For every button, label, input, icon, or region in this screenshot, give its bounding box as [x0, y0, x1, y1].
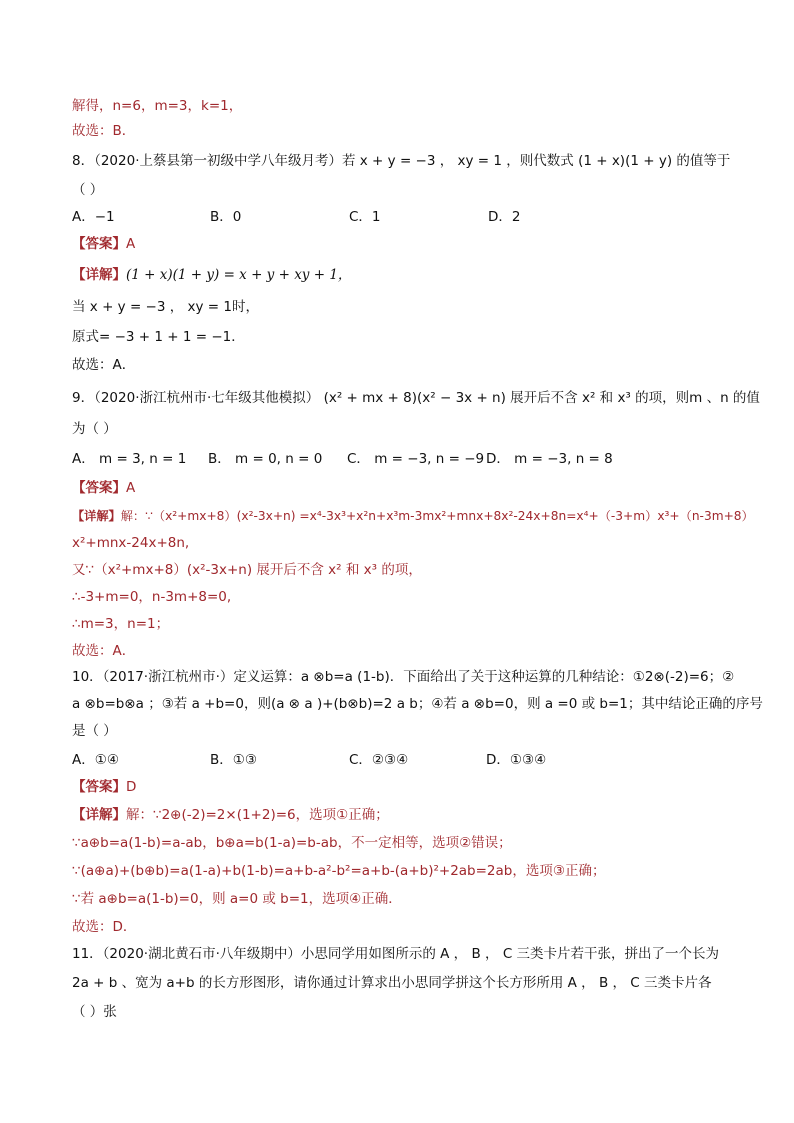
q10-detail-line: ∵a⊕b=a(1-b)=a-ab，b⊕a=b(1-a)=b-ab，不一定相等，选项②错误； [72, 835, 512, 851]
q8-answer [72, 234, 135, 254]
detail-text: 解：∵2⊕(-2)=2×(1+2)=6，选项①正确； [126, 807, 389, 823]
answer-value: A [126, 480, 136, 496]
detail-label: 【详解】 [72, 807, 126, 823]
q8-option-c: C．1 [349, 209, 381, 225]
q10-detail [72, 805, 389, 825]
q9-detail [72, 506, 754, 526]
detail-label: 【详解】 [72, 509, 121, 523]
q10-option-d: D．①③④ [486, 752, 547, 768]
q10-answer [72, 777, 136, 797]
q9-option-d: D． m = −3, n = 8 [486, 451, 613, 467]
q8-detail-line: 原式= −3 + 1 + 1 = −1． [72, 329, 245, 345]
q9-detail-line: 又∵（x²+mx+8）(x²-3x+n) 展开后不含 x² 和 x³ 的项， [72, 562, 422, 578]
question-8-stem-cont: （ ） [72, 182, 104, 198]
detail-text: (1 + x)(1 + y) = x + y + xy + 1， [126, 267, 352, 283]
q9-detail-line: 故选：A． [72, 643, 136, 659]
q9-option-a: A． m = 3, n = 1 [72, 451, 187, 467]
q9-option-c: C． m = −3, n = −9 [347, 451, 485, 467]
q8-option-b: B．0 [210, 209, 242, 225]
question-8-stem: 8．（2020·上蔡县第一初级中学八年级月考）若 x + y = −3 ， xy = 1 ，则代数式 (1 + x)(1 + y) 的值等于 [72, 153, 731, 169]
solution-line: 解得，n=6，m=3，k=1， [72, 98, 243, 114]
q9-detail-line: ∴-3+m=0，n-3m+8=0, [72, 589, 232, 605]
q10-detail-line: ∵若 a⊕b=a(1-b)=0，则 a=0 或 b=1，选项④正确． [72, 891, 402, 907]
answer-label: 【答案】 [72, 236, 126, 252]
q9-option-b: B． m = 0, n = 0 [208, 451, 323, 467]
q10-detail-line: ∵(a⊕a)+(b⊕b)=a(1-a)+b(1-b)=a+b-a²-b²=a+b-(a+b)²+2ab=2ab，选项③正确； [72, 863, 606, 879]
q10-detail-line: 故选：D． [72, 919, 137, 935]
answer-label: 【答案】 [72, 779, 126, 795]
q8-detail [72, 265, 351, 285]
solution-line: 故选：B． [72, 123, 136, 139]
question-11-stem-cont: 2a + b 、宽为 a+b 的长方形图形，请你通过计算求出小思同学拼这个长方形所用 A ， B ， C 三类卡片各 [72, 975, 712, 991]
question-10-stem-cont: a ⊗b=b⊗a ；③若 a +b=0，则(a ⊗ a )+(b⊗b)=2 a b；④若 a ⊗b=0，则 a =0 或 b=1；其中结论正确的序号 [72, 696, 763, 712]
q8-detail-line: 当 x + y = −3 ， xy = 1时， [72, 299, 260, 315]
answer-value: A [126, 236, 136, 252]
q9-answer [72, 478, 135, 498]
q9-detail-line: ∴m=3，n=1； [72, 616, 170, 632]
q10-option-c: C．②③④ [349, 752, 409, 768]
q9-detail-line: x²+mnx-24x+8n, [72, 535, 190, 551]
question-11-stem: 11．（2020·湖北黄石市·八年级期中）小思同学用如图所示的 A ， B ， C 三类卡片若干张，拼出了一个长为 [72, 946, 720, 962]
q8-option-d: D．2 [488, 209, 521, 225]
answer-value: D [126, 779, 137, 795]
question-9-stem: 9．（2020·浙江杭州市·七年级其他模拟） (x² + mx + 8)(x² − 3x + n) 展开后不含 x² 和 x³ 的项，则m 、n 的值 [72, 390, 760, 406]
answer-label: 【答案】 [72, 480, 126, 496]
question-10-stem-cont: 是（ ） [72, 723, 117, 739]
q10-option-a: A．①④ [72, 752, 119, 768]
question-9-stem-cont: 为（ ） [72, 421, 117, 437]
q8-option-a: A．−1 [72, 209, 115, 225]
detail-text: 解：∵（x²+mx+8）(x²-3x+n) =x⁴-3x³+x²n+x³m-3mx²+mnx+8x²-24x+8n=x⁴+（-3+m）x³+（n-3m+8） [120, 509, 754, 523]
q10-option-b: B．①③ [210, 752, 257, 768]
question-11-stem-cont: （ ）张 [72, 1004, 117, 1020]
detail-label: 【详解】 [72, 267, 126, 283]
q8-detail-line: 故选：A． [72, 357, 136, 373]
question-10-stem: 10．（2017·浙江杭州市·）定义运算：a ⊗b=a (1-b)．下面给出了关于这种运算的几种结论：①2⊗(-2)=6；② [72, 669, 735, 685]
